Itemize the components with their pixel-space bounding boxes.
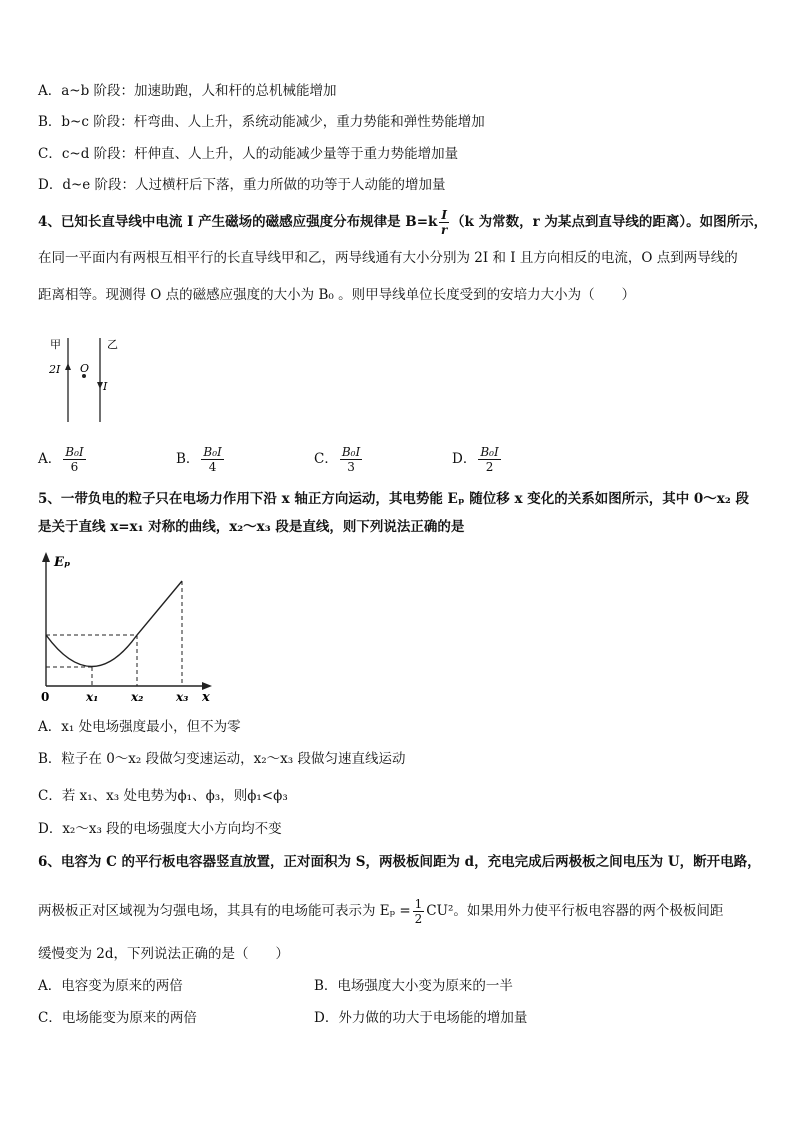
label-jia: 甲	[50, 338, 61, 351]
q5-ep-x-chart	[36, 548, 226, 708]
q4-figure-wires	[40, 332, 140, 424]
q4-option-d-den: 2	[485, 460, 494, 474]
q4-option-c-letter: C．	[314, 451, 338, 467]
prev-option-d: D．d~e 阶段：人过横杆后下落，重力所做的功等于人动能的增加量	[38, 177, 446, 193]
q4-option-b-frac	[201, 445, 223, 474]
prev-option-b: B．b~c 阶段：杆弯曲、人上升，系统动能减少，重力势能和弹性势能增加	[38, 114, 485, 130]
q4-frac-den: r	[441, 223, 448, 237]
label-2i: 2I	[49, 363, 61, 376]
y-axis-arrow-icon	[42, 552, 50, 562]
q5-option-b: B．粒子在 0～x₂ 段做匀变速运动，x₂～x₃ 段做匀速直线运动	[38, 751, 406, 767]
q6-stem-line1: 6、电容为 C 的平行板电容器竖直放置，正对面积为 S，两极板间距为 d，充电完成后两极板之间电压为 U，断开电路，	[38, 854, 761, 870]
q4-option-c-frac	[340, 445, 362, 474]
label-i: I	[103, 380, 108, 393]
prev-option-c: C．c~d 阶段：杆伸直、人上升，人的动能减少量等于重力势能增加量	[38, 146, 459, 162]
y-axis-label: Eₚ	[54, 555, 71, 570]
tick-label-x3: x₃	[176, 690, 189, 704]
q6-formula-fraction	[413, 897, 425, 926]
q4-option-d-frac	[478, 445, 500, 474]
q4-option-d-letter: D．	[452, 451, 477, 467]
q4-option-a-num: B₀I	[65, 445, 84, 459]
q4-stem-line1	[38, 208, 767, 237]
q4-option-a-letter: A．	[38, 451, 62, 467]
q4-frac-num: I	[441, 208, 448, 222]
q6-stem-text-post: CU²。如果用外力使平行板电容器的两个极板间距	[426, 903, 724, 919]
tick-label-x1: x₁	[86, 690, 99, 704]
ep-curve	[46, 581, 182, 667]
q4-option-c-den: 3	[347, 460, 355, 474]
q4-option-c	[314, 445, 364, 474]
q6-frac-den: 2	[414, 912, 423, 926]
q6-frac-num: 1	[414, 897, 423, 911]
q5-option-c: C．若 x₁、x₃ 处电势为ϕ₁、ϕ₃，则ϕ₁<ϕ₃	[38, 788, 288, 804]
q4-option-b-num: B₀I	[203, 445, 222, 459]
tick-label-0: 0	[41, 690, 50, 704]
q6-option-c: C．电场能变为原来的两倍	[38, 1010, 197, 1026]
q6-option-d: D．外力做的功大于电场能的增加量	[314, 1010, 528, 1026]
q4-option-b	[176, 445, 226, 474]
prev-option-a: A．a~b 阶段：加速助跑，人和杆的总机械能增加	[38, 83, 337, 99]
q4-option-b-den: 4	[208, 460, 217, 474]
q6-option-b: B．电场强度大小变为原来的一半	[314, 978, 513, 994]
q6-stem-line2	[38, 897, 723, 926]
label-o: O	[80, 362, 90, 375]
q4-stem-line2: 在同一平面内有两根互相平行的长直导线甲和乙，两导线通有大小分别为 2I 和 I 且方向相反的电流，O 点到两导线的	[38, 250, 738, 266]
q4-stem-text-post: （k 为常数，r 为某点到直导线的距离）。如图所示，	[451, 214, 768, 230]
q6-stem-text: 两极板正对区域视为匀强电场，其具有的电场能可表示为 Eₚ =	[38, 903, 411, 919]
q4-stem-text: 4、已知长直导线中电流 I 产生磁场的磁感应强度分布规律是 B=k	[38, 214, 438, 230]
q4-option-d	[452, 445, 503, 474]
q5-option-d: D．x₂～x₃ 段的电场强度大小方向均不变	[38, 821, 282, 837]
q4-stem-line3: 距离相等。现测得 O 点的磁感应强度的大小为 B₀ 。则甲导线单位长度受到的安培力大小为（ ）	[38, 287, 636, 303]
label-yi: 乙	[107, 338, 118, 351]
q4-option-a-frac	[63, 445, 85, 474]
q6-stem-line3: 缓慢变为 2d，下列说法正确的是（ ）	[38, 946, 290, 962]
q5-stem-line1: 5、一带负电的粒子只在电场力作用下沿 x 轴正方向运动，其电势能 Eₚ 随位移 x 变化的关系如图所示，其中 0～x₂ 段	[38, 491, 749, 507]
q4-option-b-letter: B．	[176, 451, 200, 467]
x-axis-label: x	[202, 690, 210, 705]
q4-option-a	[38, 445, 88, 474]
q4-formula-fraction	[439, 208, 449, 237]
q4-option-c-num: B₀I	[341, 445, 361, 459]
q4-option-a-den: 6	[70, 460, 79, 474]
q5-stem-line2: 是关于直线 x=x₁ 对称的曲线，x₂～x₃ 段是直线，则下列说法正确的是	[38, 519, 465, 535]
q6-option-a: A．电容变为原来的两倍	[38, 978, 183, 994]
tick-label-x2: x₂	[131, 690, 144, 704]
x-axis-arrow-icon	[202, 682, 212, 690]
q4-option-d-num: B₀I	[480, 445, 499, 459]
arrow-up-icon	[65, 363, 71, 370]
q5-option-a: A．x₁ 处电场强度最小，但不为零	[38, 719, 241, 735]
